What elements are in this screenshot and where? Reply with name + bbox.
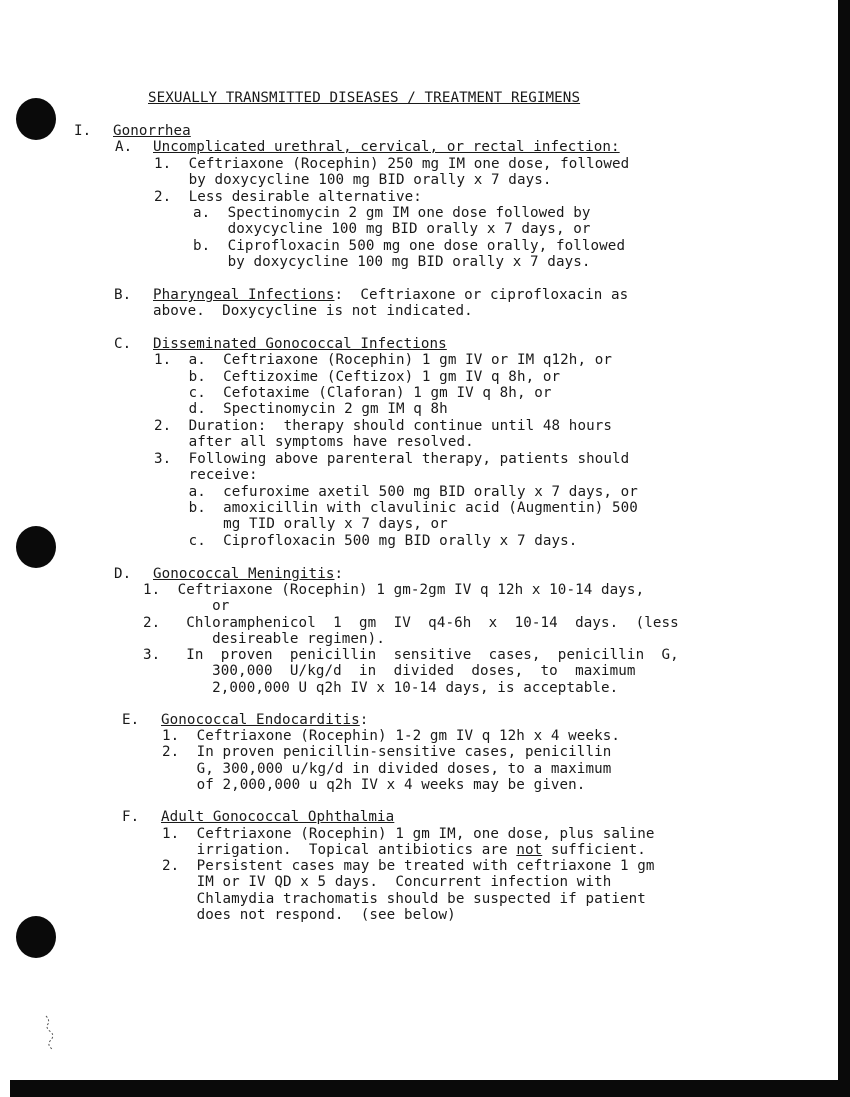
d-line: 2. Chloramphenicol 1 gm IV q4-6h x 10-14 days. (less [143, 615, 679, 631]
d-line: 3. In proven penicillin sensitive cases, penicillin G, [143, 647, 679, 663]
e-line: G, 300,000 u/kg/d in divided doses, to a maximum [162, 761, 612, 777]
subsection-a-heading: Uncomplicated urethral, cervical, or rectal infection: [153, 139, 620, 155]
e-line: of 2,000,000 u q2h IV x 4 weeks may be given. [162, 777, 586, 793]
subsection-b-line-1 [153, 287, 628, 303]
c-line: 2. Duration: therapy should continue until 48 hours [154, 418, 613, 434]
c-line: d. Spectinomycin 2 gm IM q 8h [154, 401, 448, 417]
scan-edge-right [838, 0, 850, 1097]
subsection-d-letter: D. [114, 566, 132, 582]
c-line: b. amoxicillin with clavulinic acid (Augmentin) 500 [154, 500, 638, 516]
f-line [162, 842, 646, 858]
d-line: 2,000,000 U q2h IV x 10-14 days, is acceptable. [143, 680, 619, 696]
subsection-b-letter: B. [114, 287, 132, 303]
page-title: SEXUALLY TRANSMITTED DISEASES / TREATMENT REGIMENS [148, 90, 581, 106]
subsection-d-heading-line [153, 566, 343, 582]
f-line-text: irrigation. Topical antibiotics are [162, 842, 517, 858]
punch-hole-top [16, 98, 56, 140]
c-line: receive: [154, 467, 258, 483]
subsection-c-letter: C. [114, 336, 132, 352]
stray-mark [38, 1014, 62, 1054]
f-line: Chlamydia trachomatis should be suspected if patient [162, 891, 646, 907]
subsection-f-heading: Adult Gonococcal Ophthalmia [161, 809, 395, 825]
subsection-d-heading: Gonococcal Meningitis [153, 566, 335, 582]
d-line: or [143, 598, 230, 614]
subsection-e-heading: Gonococcal Endocarditis [161, 712, 360, 728]
f-line: IM or IV QD x 5 days. Concurrent infection with [162, 874, 612, 890]
f-line-text: sufficient. [542, 842, 646, 858]
a-item-1-line-1: 1. Ceftriaxone (Rocephin) 250 mg IM one dose, followed [154, 156, 630, 172]
subsection-a-letter: A. [115, 139, 133, 155]
f-line: does not respond. (see below) [162, 907, 456, 923]
subsection-e-letter: E. [122, 712, 140, 728]
subsection-b-line-2: above. Doxycycline is not indicated. [153, 303, 473, 319]
d-line: desireable regimen). [143, 631, 385, 647]
c-line: mg TID orally x 7 days, or [154, 516, 448, 532]
subsection-b-text: : Ceftriaxone or ciprofloxacin as [334, 287, 629, 303]
c-line: 1. a. Ceftriaxone (Rocephin) 1 gm IV or IM q12h, or [154, 352, 613, 368]
d-line: 300,000 U/kg/d in divided doses, to maximum [143, 663, 636, 679]
a-item-2a-line-1: a. Spectinomycin 2 gm IM one dose followed by [193, 205, 591, 221]
c-line: after all symptoms have resolved. [154, 434, 474, 450]
subsection-f-letter: F. [122, 809, 140, 825]
subsection-e-colon: : [359, 712, 369, 728]
scan-edge-bottom [10, 1080, 850, 1097]
c-line: c. Cefotaxime (Claforan) 1 gm IV q 8h, or [154, 385, 552, 401]
subsection-e-heading-line [161, 712, 368, 728]
e-line: 1. Ceftriaxone (Rocephin) 1-2 gm IV q 12h x 4 weeks. [162, 728, 621, 744]
c-line: a. cefuroxime axetil 500 mg BID orally x 7 days, or [154, 484, 638, 500]
punch-hole-bottom [16, 916, 56, 958]
c-line: 3. Following above parenteral therapy, patients should [154, 451, 630, 467]
f-line: 2. Persistent cases may be treated with ceftriaxone 1 gm [162, 858, 655, 874]
subsection-b-heading: Pharyngeal Infections [153, 287, 335, 303]
c-line: b. Ceftizoxime (Ceftizox) 1 gm IV q 8h, or [154, 369, 561, 385]
a-item-2a-line-2: doxycycline 100 mg BID orally x 7 days, or [193, 221, 591, 237]
f-line: 1. Ceftriaxone (Rocephin) 1 gm IM, one dose, plus saline [162, 826, 655, 842]
subsection-d-colon: : [334, 566, 344, 582]
a-item-2: 2. Less desirable alternative: [154, 189, 422, 205]
subsection-c-heading: Disseminated Gonococcal Infections [153, 336, 447, 352]
c-line: c. Ciprofloxacin 500 mg BID orally x 7 days. [154, 533, 578, 549]
a-item-2b-line-2: by doxycycline 100 mg BID orally x 7 days. [193, 254, 591, 270]
f-line-emphasis: not [516, 842, 543, 858]
punch-hole-middle [16, 526, 56, 568]
a-item-2b-line-1: b. Ciprofloxacin 500 mg one dose orally, followed [193, 238, 626, 254]
section-heading: Gonorrhea [113, 123, 191, 139]
d-line: 1. Ceftriaxone (Rocephin) 1 gm-2gm IV q 12h x 10-14 days, [143, 582, 645, 598]
section-number: I. [74, 123, 92, 139]
a-item-1-line-2: by doxycycline 100 mg BID orally x 7 days. [154, 172, 552, 188]
e-line: 2. In proven penicillin-sensitive cases, penicillin [162, 744, 612, 760]
